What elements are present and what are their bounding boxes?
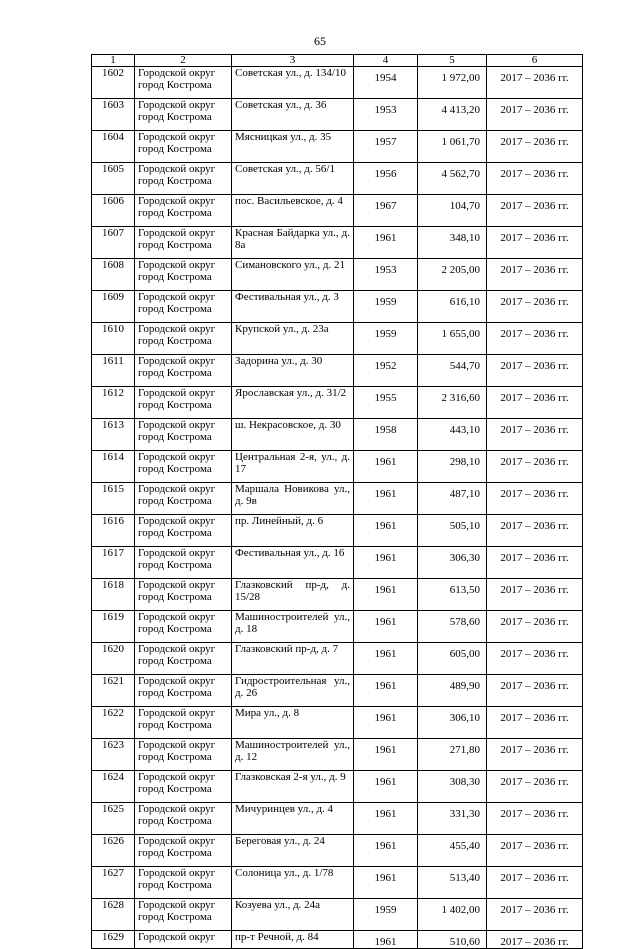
year-built-cell: 1961 xyxy=(354,867,418,899)
district-cell: Городской округ город Кострома xyxy=(135,419,232,451)
address-cell: пр. Линейный, д. 6 xyxy=(232,515,354,547)
year-built-cell: 1961 xyxy=(354,707,418,739)
year-built-cell: 1959 xyxy=(354,291,418,323)
table-row xyxy=(92,547,583,579)
column-number: 3 xyxy=(232,55,354,67)
table-row xyxy=(92,867,583,899)
district-cell: Городской округ город Кострома xyxy=(135,835,232,867)
page-number: 65 xyxy=(314,34,326,48)
table-row xyxy=(92,643,583,675)
year-built-cell: 1961 xyxy=(354,739,418,771)
row-number-cell: 1602 xyxy=(92,67,135,99)
row-number-cell: 1615 xyxy=(92,483,135,515)
address-cell: Задорина ул., д. 30 xyxy=(232,355,354,387)
row-number-cell: 1610 xyxy=(92,323,135,355)
area-cell: 505,10 xyxy=(418,515,487,547)
district-cell: Городской округ город Кострома xyxy=(135,323,232,355)
row-number-cell: 1621 xyxy=(92,675,135,707)
repair-period-cell: 2017 – 2036 гг. xyxy=(487,355,583,387)
repair-period-cell: 2017 – 2036 гг. xyxy=(487,707,583,739)
year-built-cell: 1961 xyxy=(354,547,418,579)
district-cell: Городской округ город Кострома xyxy=(135,67,232,99)
row-number-cell: 1619 xyxy=(92,611,135,643)
district-cell: Городской округ город Кострома xyxy=(135,163,232,195)
area-cell: 306,10 xyxy=(418,707,487,739)
row-number-cell: 1606 xyxy=(92,195,135,227)
repair-period-cell: 2017 – 2036 гг. xyxy=(487,803,583,835)
row-number-cell: 1613 xyxy=(92,419,135,451)
address-cell: Фестивальная ул., д. 16 xyxy=(232,547,354,579)
repair-period-cell: 2017 – 2036 гг. xyxy=(487,131,583,163)
repair-period-cell: 2017 – 2036 гг. xyxy=(487,643,583,675)
area-cell: 487,10 xyxy=(418,483,487,515)
address-cell: Козуева ул., д. 24а xyxy=(232,899,354,931)
column-number: 4 xyxy=(354,55,418,67)
year-built-cell: 1961 xyxy=(354,579,418,611)
table-row xyxy=(92,355,583,387)
district-cell: Городской округ город Кострома xyxy=(135,227,232,259)
repair-period-cell: 2017 – 2036 гг. xyxy=(487,579,583,611)
district-cell: Городской округ город Кострома xyxy=(135,451,232,483)
year-built-cell: 1961 xyxy=(354,227,418,259)
year-built-cell: 1954 xyxy=(354,67,418,99)
area-cell: 306,30 xyxy=(418,547,487,579)
year-built-cell: 1959 xyxy=(354,323,418,355)
district-cell: Городской округ город Кострома xyxy=(135,483,232,515)
year-built-cell: 1955 xyxy=(354,387,418,419)
district-cell: Городской округ город Кострома xyxy=(135,643,232,675)
district-cell: Городской округ город Кострома xyxy=(135,867,232,899)
row-number-cell: 1608 xyxy=(92,259,135,291)
area-cell: 510,60 xyxy=(418,931,487,949)
repair-period-cell: 2017 – 2036 гг. xyxy=(487,899,583,931)
repair-period-cell: 2017 – 2036 гг. xyxy=(487,867,583,899)
table-row xyxy=(92,771,583,803)
address-cell: Мясницкая ул., д. 35 xyxy=(232,131,354,163)
row-number-cell: 1616 xyxy=(92,515,135,547)
address-cell: Глазковский пр-д, д. 15/28 xyxy=(232,579,354,611)
row-number-cell: 1626 xyxy=(92,835,135,867)
address-cell: Глазковская 2-я ул., д. 9 xyxy=(232,771,354,803)
district-cell: Городской округ город Кострома xyxy=(135,707,232,739)
table-row xyxy=(92,131,583,163)
table-row xyxy=(92,323,583,355)
table-row xyxy=(92,803,583,835)
district-cell: Городской округ город Кострома xyxy=(135,899,232,931)
district-cell: Городской округ город Кострома xyxy=(135,195,232,227)
table-row xyxy=(92,931,583,949)
table-row xyxy=(92,387,583,419)
address-cell: ш. Некрасовское, д. 30 xyxy=(232,419,354,451)
repair-period-cell: 2017 – 2036 гг. xyxy=(487,163,583,195)
year-built-cell: 1961 xyxy=(354,931,418,949)
area-cell: 489,90 xyxy=(418,675,487,707)
table-row xyxy=(92,451,583,483)
repair-period-cell: 2017 – 2036 гг. xyxy=(487,547,583,579)
district-cell: Городской округ xyxy=(135,931,232,949)
address-cell: Советская ул., д. 56/1 xyxy=(232,163,354,195)
table-row xyxy=(92,579,583,611)
table-row xyxy=(92,227,583,259)
table-body xyxy=(92,55,583,949)
area-cell: 298,10 xyxy=(418,451,487,483)
area-cell: 348,10 xyxy=(418,227,487,259)
year-built-cell: 1961 xyxy=(354,451,418,483)
repair-period-cell: 2017 – 2036 гг. xyxy=(487,675,583,707)
row-number-cell: 1620 xyxy=(92,643,135,675)
address-cell: пр-т Речной, д. 84 xyxy=(232,931,354,949)
repair-period-cell: 2017 – 2036 гг. xyxy=(487,67,583,99)
area-cell: 605,00 xyxy=(418,643,487,675)
address-cell: Машиностроителей ул., д. 18 xyxy=(232,611,354,643)
address-cell: Центральная 2-я, ул., д. 17 xyxy=(232,451,354,483)
address-cell: Солоница ул., д. 1/78 xyxy=(232,867,354,899)
repair-period-cell: 2017 – 2036 гг. xyxy=(487,227,583,259)
housing-registry-table xyxy=(91,54,583,949)
address-cell: Красная Байдарка ул., д. 8а xyxy=(232,227,354,259)
row-number-cell: 1605 xyxy=(92,163,135,195)
address-cell: Глазковский пр-д, д. 7 xyxy=(232,643,354,675)
repair-period-cell: 2017 – 2036 гг. xyxy=(487,515,583,547)
area-cell: 616,10 xyxy=(418,291,487,323)
district-cell: Городской округ город Кострома xyxy=(135,547,232,579)
table-row xyxy=(92,739,583,771)
table-row xyxy=(92,291,583,323)
row-number-cell: 1609 xyxy=(92,291,135,323)
address-cell: Советская ул., д. 36 xyxy=(232,99,354,131)
year-built-cell: 1961 xyxy=(354,483,418,515)
row-number-cell: 1612 xyxy=(92,387,135,419)
area-cell: 1 402,00 xyxy=(418,899,487,931)
address-cell: Береговая ул., д. 24 xyxy=(232,835,354,867)
year-built-cell: 1957 xyxy=(354,131,418,163)
row-number-cell: 1618 xyxy=(92,579,135,611)
area-cell: 271,80 xyxy=(418,739,487,771)
area-cell: 2 205,00 xyxy=(418,259,487,291)
row-number-cell: 1614 xyxy=(92,451,135,483)
address-cell: Ярославская ул., д. 31/2 xyxy=(232,387,354,419)
table-row xyxy=(92,835,583,867)
row-number-cell: 1624 xyxy=(92,771,135,803)
area-cell: 1 061,70 xyxy=(418,131,487,163)
table-row xyxy=(92,195,583,227)
repair-period-cell: 2017 – 2036 гг. xyxy=(487,771,583,803)
area-cell: 544,70 xyxy=(418,355,487,387)
table-row xyxy=(92,483,583,515)
table-row xyxy=(92,611,583,643)
column-number: 6 xyxy=(487,55,583,67)
repair-period-cell: 2017 – 2036 гг. xyxy=(487,739,583,771)
repair-period-cell: 2017 – 2036 гг. xyxy=(487,195,583,227)
area-cell: 331,30 xyxy=(418,803,487,835)
year-built-cell: 1961 xyxy=(354,611,418,643)
table-row xyxy=(92,707,583,739)
repair-period-cell: 2017 – 2036 гг. xyxy=(487,259,583,291)
address-cell: Гидростроительная ул., д. 26 xyxy=(232,675,354,707)
district-cell: Городской округ город Кострома xyxy=(135,739,232,771)
repair-period-cell: 2017 – 2036 гг. xyxy=(487,419,583,451)
row-number-cell: 1603 xyxy=(92,99,135,131)
area-cell: 1 655,00 xyxy=(418,323,487,355)
address-cell: Машиностроителей ул., д. 12 xyxy=(232,739,354,771)
district-cell: Городской округ город Кострома xyxy=(135,355,232,387)
area-cell: 613,50 xyxy=(418,579,487,611)
year-built-cell: 1953 xyxy=(354,259,418,291)
row-number-cell: 1625 xyxy=(92,803,135,835)
area-cell: 104,70 xyxy=(418,195,487,227)
column-number: 5 xyxy=(418,55,487,67)
repair-period-cell: 2017 – 2036 гг. xyxy=(487,483,583,515)
area-cell: 308,30 xyxy=(418,771,487,803)
area-cell: 455,40 xyxy=(418,835,487,867)
year-built-cell: 1961 xyxy=(354,803,418,835)
repair-period-cell: 2017 – 2036 гг. xyxy=(487,611,583,643)
table-row xyxy=(92,899,583,931)
district-cell: Городской округ город Кострома xyxy=(135,803,232,835)
area-cell: 513,40 xyxy=(418,867,487,899)
row-number-cell: 1627 xyxy=(92,867,135,899)
address-cell: пос. Васильевское, д. 4 xyxy=(232,195,354,227)
year-built-cell: 1961 xyxy=(354,515,418,547)
district-cell: Городской округ город Кострома xyxy=(135,131,232,163)
row-number-cell: 1628 xyxy=(92,899,135,931)
table-row xyxy=(92,675,583,707)
year-built-cell: 1956 xyxy=(354,163,418,195)
address-cell: Мичуринцев ул., д. 4 xyxy=(232,803,354,835)
area-cell: 4 562,70 xyxy=(418,163,487,195)
district-cell: Городской округ город Кострома xyxy=(135,99,232,131)
table-row xyxy=(92,99,583,131)
area-cell: 4 413,20 xyxy=(418,99,487,131)
year-built-cell: 1958 xyxy=(354,419,418,451)
row-number-cell: 1617 xyxy=(92,547,135,579)
area-cell: 2 316,60 xyxy=(418,387,487,419)
repair-period-cell: 2017 – 2036 гг. xyxy=(487,99,583,131)
address-cell: Советская ул., д. 134/10 xyxy=(232,67,354,99)
row-number-cell: 1611 xyxy=(92,355,135,387)
year-built-cell: 1961 xyxy=(354,643,418,675)
repair-period-cell: 2017 – 2036 гг. xyxy=(487,387,583,419)
address-cell: Мира ул., д. 8 xyxy=(232,707,354,739)
address-cell: Крупской ул., д. 23а xyxy=(232,323,354,355)
repair-period-cell: 2017 – 2036 гг. xyxy=(487,451,583,483)
district-cell: Городской округ город Кострома xyxy=(135,387,232,419)
district-cell: Городской округ город Кострома xyxy=(135,771,232,803)
district-cell: Городской округ город Кострома xyxy=(135,291,232,323)
year-built-cell: 1961 xyxy=(354,835,418,867)
year-built-cell: 1959 xyxy=(354,899,418,931)
address-cell: Симановского ул., д. 21 xyxy=(232,259,354,291)
row-number-cell: 1629 xyxy=(92,931,135,949)
repair-period-cell: 2017 – 2036 гг. xyxy=(487,931,583,949)
address-cell: Фестивальная ул., д. 3 xyxy=(232,291,354,323)
repair-period-cell: 2017 – 2036 гг. xyxy=(487,835,583,867)
row-number-cell: 1623 xyxy=(92,739,135,771)
row-number-cell: 1622 xyxy=(92,707,135,739)
repair-period-cell: 2017 – 2036 гг. xyxy=(487,291,583,323)
area-cell: 443,10 xyxy=(418,419,487,451)
year-built-cell: 1961 xyxy=(354,771,418,803)
district-cell: Городской округ город Кострома xyxy=(135,515,232,547)
column-number: 1 xyxy=(92,55,135,67)
row-number-cell: 1604 xyxy=(92,131,135,163)
row-number-cell: 1607 xyxy=(92,227,135,259)
district-cell: Городской округ город Кострома xyxy=(135,259,232,291)
district-cell: Городской округ город Кострома xyxy=(135,675,232,707)
column-number-row xyxy=(92,55,583,67)
table-row xyxy=(92,515,583,547)
table-row xyxy=(92,163,583,195)
table-row xyxy=(92,259,583,291)
year-built-cell: 1967 xyxy=(354,195,418,227)
address-cell: Маршала Новикова ул., д. 9в xyxy=(232,483,354,515)
year-built-cell: 1953 xyxy=(354,99,418,131)
table-row xyxy=(92,67,583,99)
table-row xyxy=(92,419,583,451)
area-cell: 578,60 xyxy=(418,611,487,643)
year-built-cell: 1952 xyxy=(354,355,418,387)
year-built-cell: 1961 xyxy=(354,675,418,707)
repair-period-cell: 2017 – 2036 гг. xyxy=(487,323,583,355)
area-cell: 1 972,00 xyxy=(418,67,487,99)
column-number: 2 xyxy=(135,55,232,67)
district-cell: Городской округ город Кострома xyxy=(135,579,232,611)
district-cell: Городской округ город Кострома xyxy=(135,611,232,643)
